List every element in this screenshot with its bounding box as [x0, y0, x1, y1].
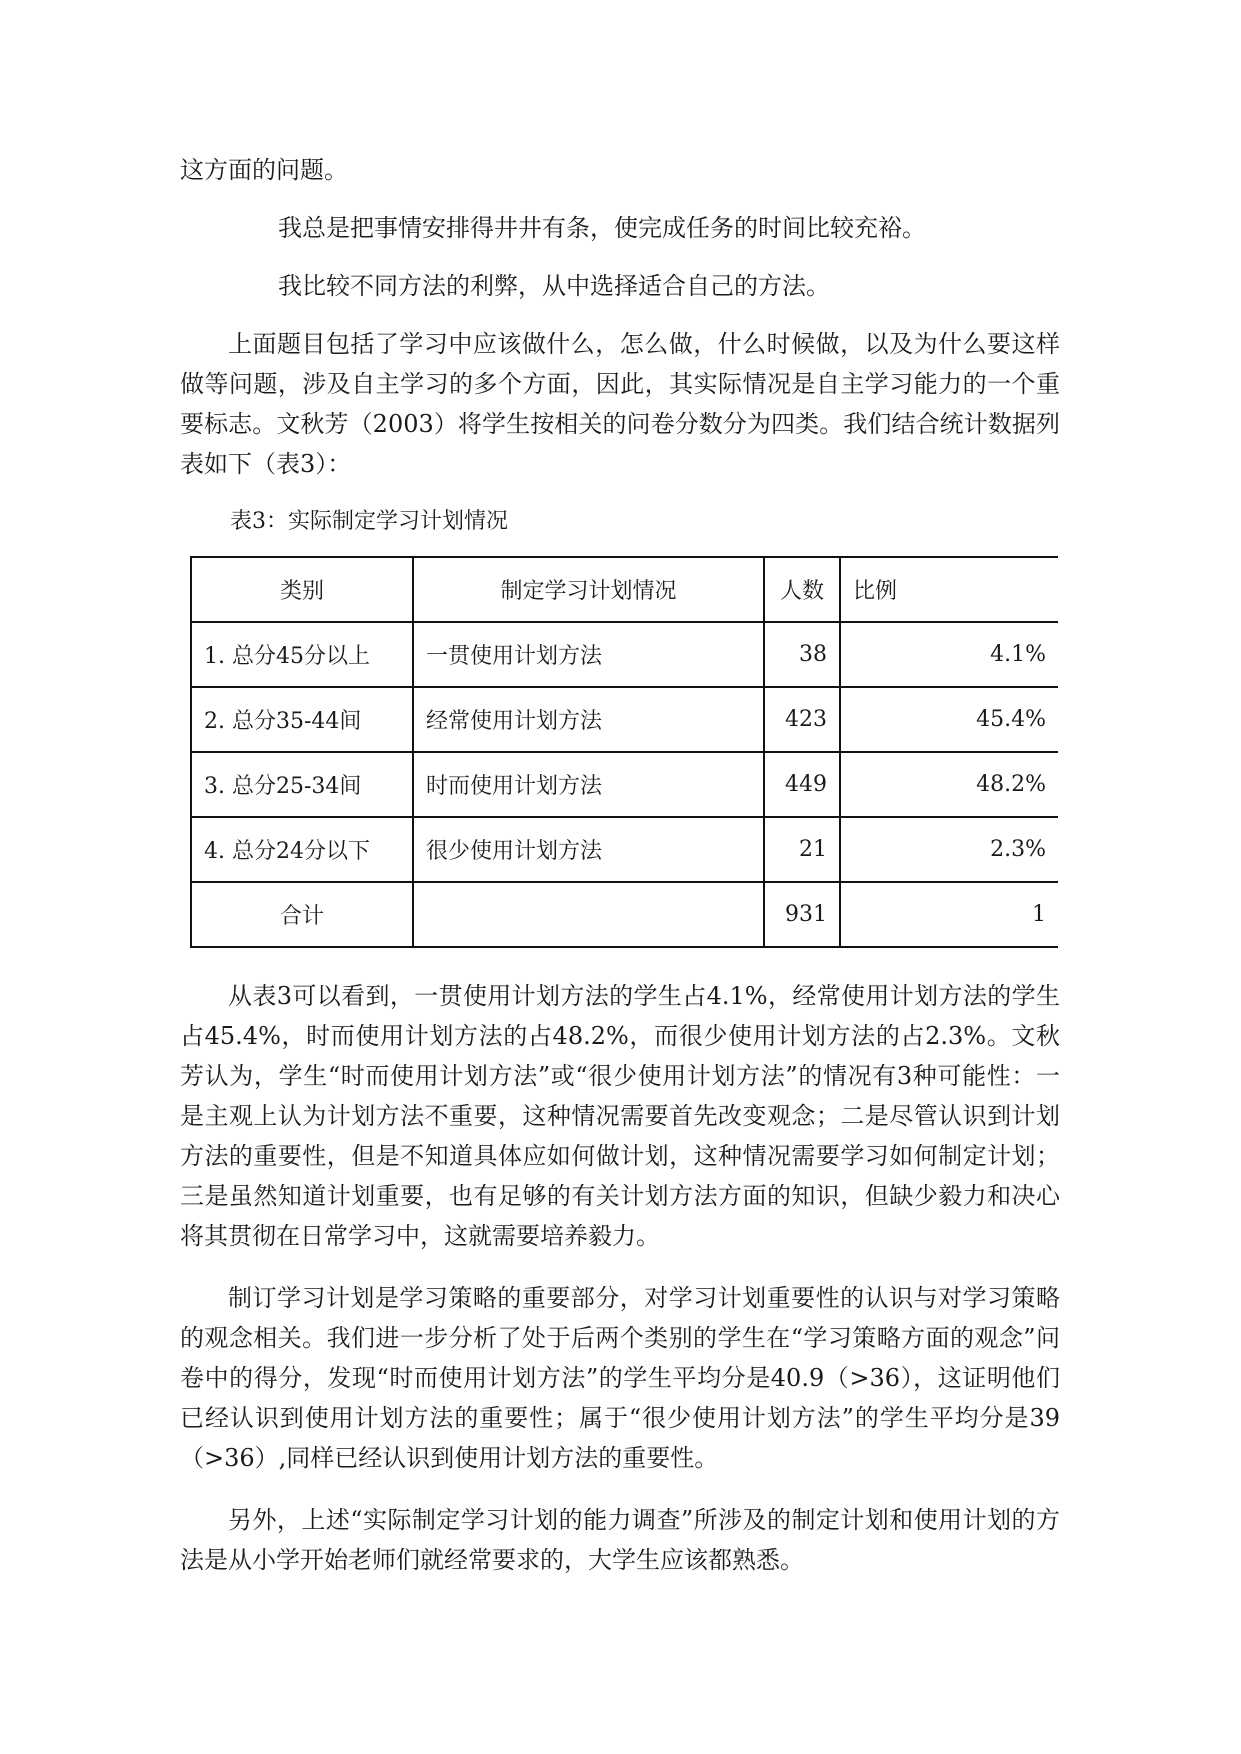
cell-count: 21 — [764, 817, 840, 882]
cell-ratio: 48.2% — [840, 752, 1058, 817]
cell-situation: 很少使用计划方法 — [413, 817, 764, 882]
paragraph-continuation: 这方面的问题。 — [180, 156, 348, 184]
table-caption: 表3：实际制定学习计划情况 — [230, 509, 508, 534]
cell-ratio: 4.1% — [840, 622, 1058, 687]
cell-ratio: 45.4% — [840, 687, 1058, 752]
cell-count: 423 — [764, 687, 840, 752]
survey-item-1: 我总是把事情安排得井井有条，使完成任务的时间比较充裕。 — [278, 214, 926, 242]
planning-table — [190, 556, 1058, 948]
paragraph-analysis: 从表3可以看到，一贯使用计划方法的学生占4.1%，经常使用计划方法的学生占45.4%，时而使用计划方法的占48.2%，而很少使用计划方法的占2.3%。文秋芳认为，学生“时而使用计划方法”或“很少使用计划方法”的情况有3种可能性：一是主观上认为计划方法不重要，这种情况需要首先改变观念；二是尽管认识到计划方法的重要性，但是不知道具体应如何做计划，这种情况需要学习如何制定计划；三是虽然知道计划重要，也有足够的有关计划方法方面的知识，但缺少毅力和决心将其贯彻在日常学习中，这就需要培养毅力。 — [180, 982, 1060, 1250]
cell-total-count: 931 — [764, 882, 840, 947]
cell-total-situation — [413, 882, 764, 947]
survey-item-2: 我比较不同方法的利弊，从中选择适合自己的方法。 — [278, 272, 830, 300]
table-row — [191, 817, 1058, 882]
cell-category: 4. 总分24分以下 — [191, 817, 413, 882]
cell-count: 38 — [764, 622, 840, 687]
header-situation: 制定学习计划情况 — [413, 557, 764, 622]
cell-total-ratio: 1 — [840, 882, 1058, 947]
table-header-row — [191, 557, 1058, 622]
paragraph-intro: 上面题目包括了学习中应该做什么，怎么做，什么时候做，以及为什么要这样做等问题，涉及自主学习的多个方面，因此，其实际情况是自主学习能力的一个重要标志。文秋芳（2003）将学生按相关的问卷分数分为四类。我们结合统计数据列表如下（表3）： — [180, 330, 1060, 478]
cell-situation: 经常使用计划方法 — [413, 687, 764, 752]
table-row — [191, 687, 1058, 752]
cell-total-label: 合计 — [191, 882, 413, 947]
header-count: 人数 — [764, 557, 840, 622]
paragraph-conclusion: 另外，上述“实际制定学习计划的能力调查”所涉及的制定计划和使用计划的方法是从小学开始老师们就经常要求的，大学生应该都熟悉。 — [180, 1506, 1060, 1574]
table-row — [191, 622, 1058, 687]
header-category: 类别 — [191, 557, 413, 622]
cell-category: 2. 总分35-44间 — [191, 687, 413, 752]
cell-category: 3. 总分25-34间 — [191, 752, 413, 817]
header-ratio: 比例 — [840, 557, 1058, 622]
table-total-row — [191, 882, 1058, 947]
cell-situation: 一贯使用计划方法 — [413, 622, 764, 687]
paragraph-strategy: 制订学习计划是学习策略的重要部分，对学习计划重要性的认识与对学习策略的观念相关。我们进一步分析了处于后两个类别的学生在“学习策略方面的观念”问卷中的得分，发现“时而使用计划方法”的学生平均分是40.9（>36），这证明他们已经认识到使用计划方法的重要性；属于“很少使用计划方法”的学生平均分是39（>36）,同样已经认识到使用计划方法的重要性。 — [180, 1284, 1060, 1472]
cell-category: 1. 总分45分以上 — [191, 622, 413, 687]
cell-situation: 时而使用计划方法 — [413, 752, 764, 817]
cell-ratio: 2.3% — [840, 817, 1058, 882]
table-row — [191, 752, 1058, 817]
cell-count: 449 — [764, 752, 840, 817]
